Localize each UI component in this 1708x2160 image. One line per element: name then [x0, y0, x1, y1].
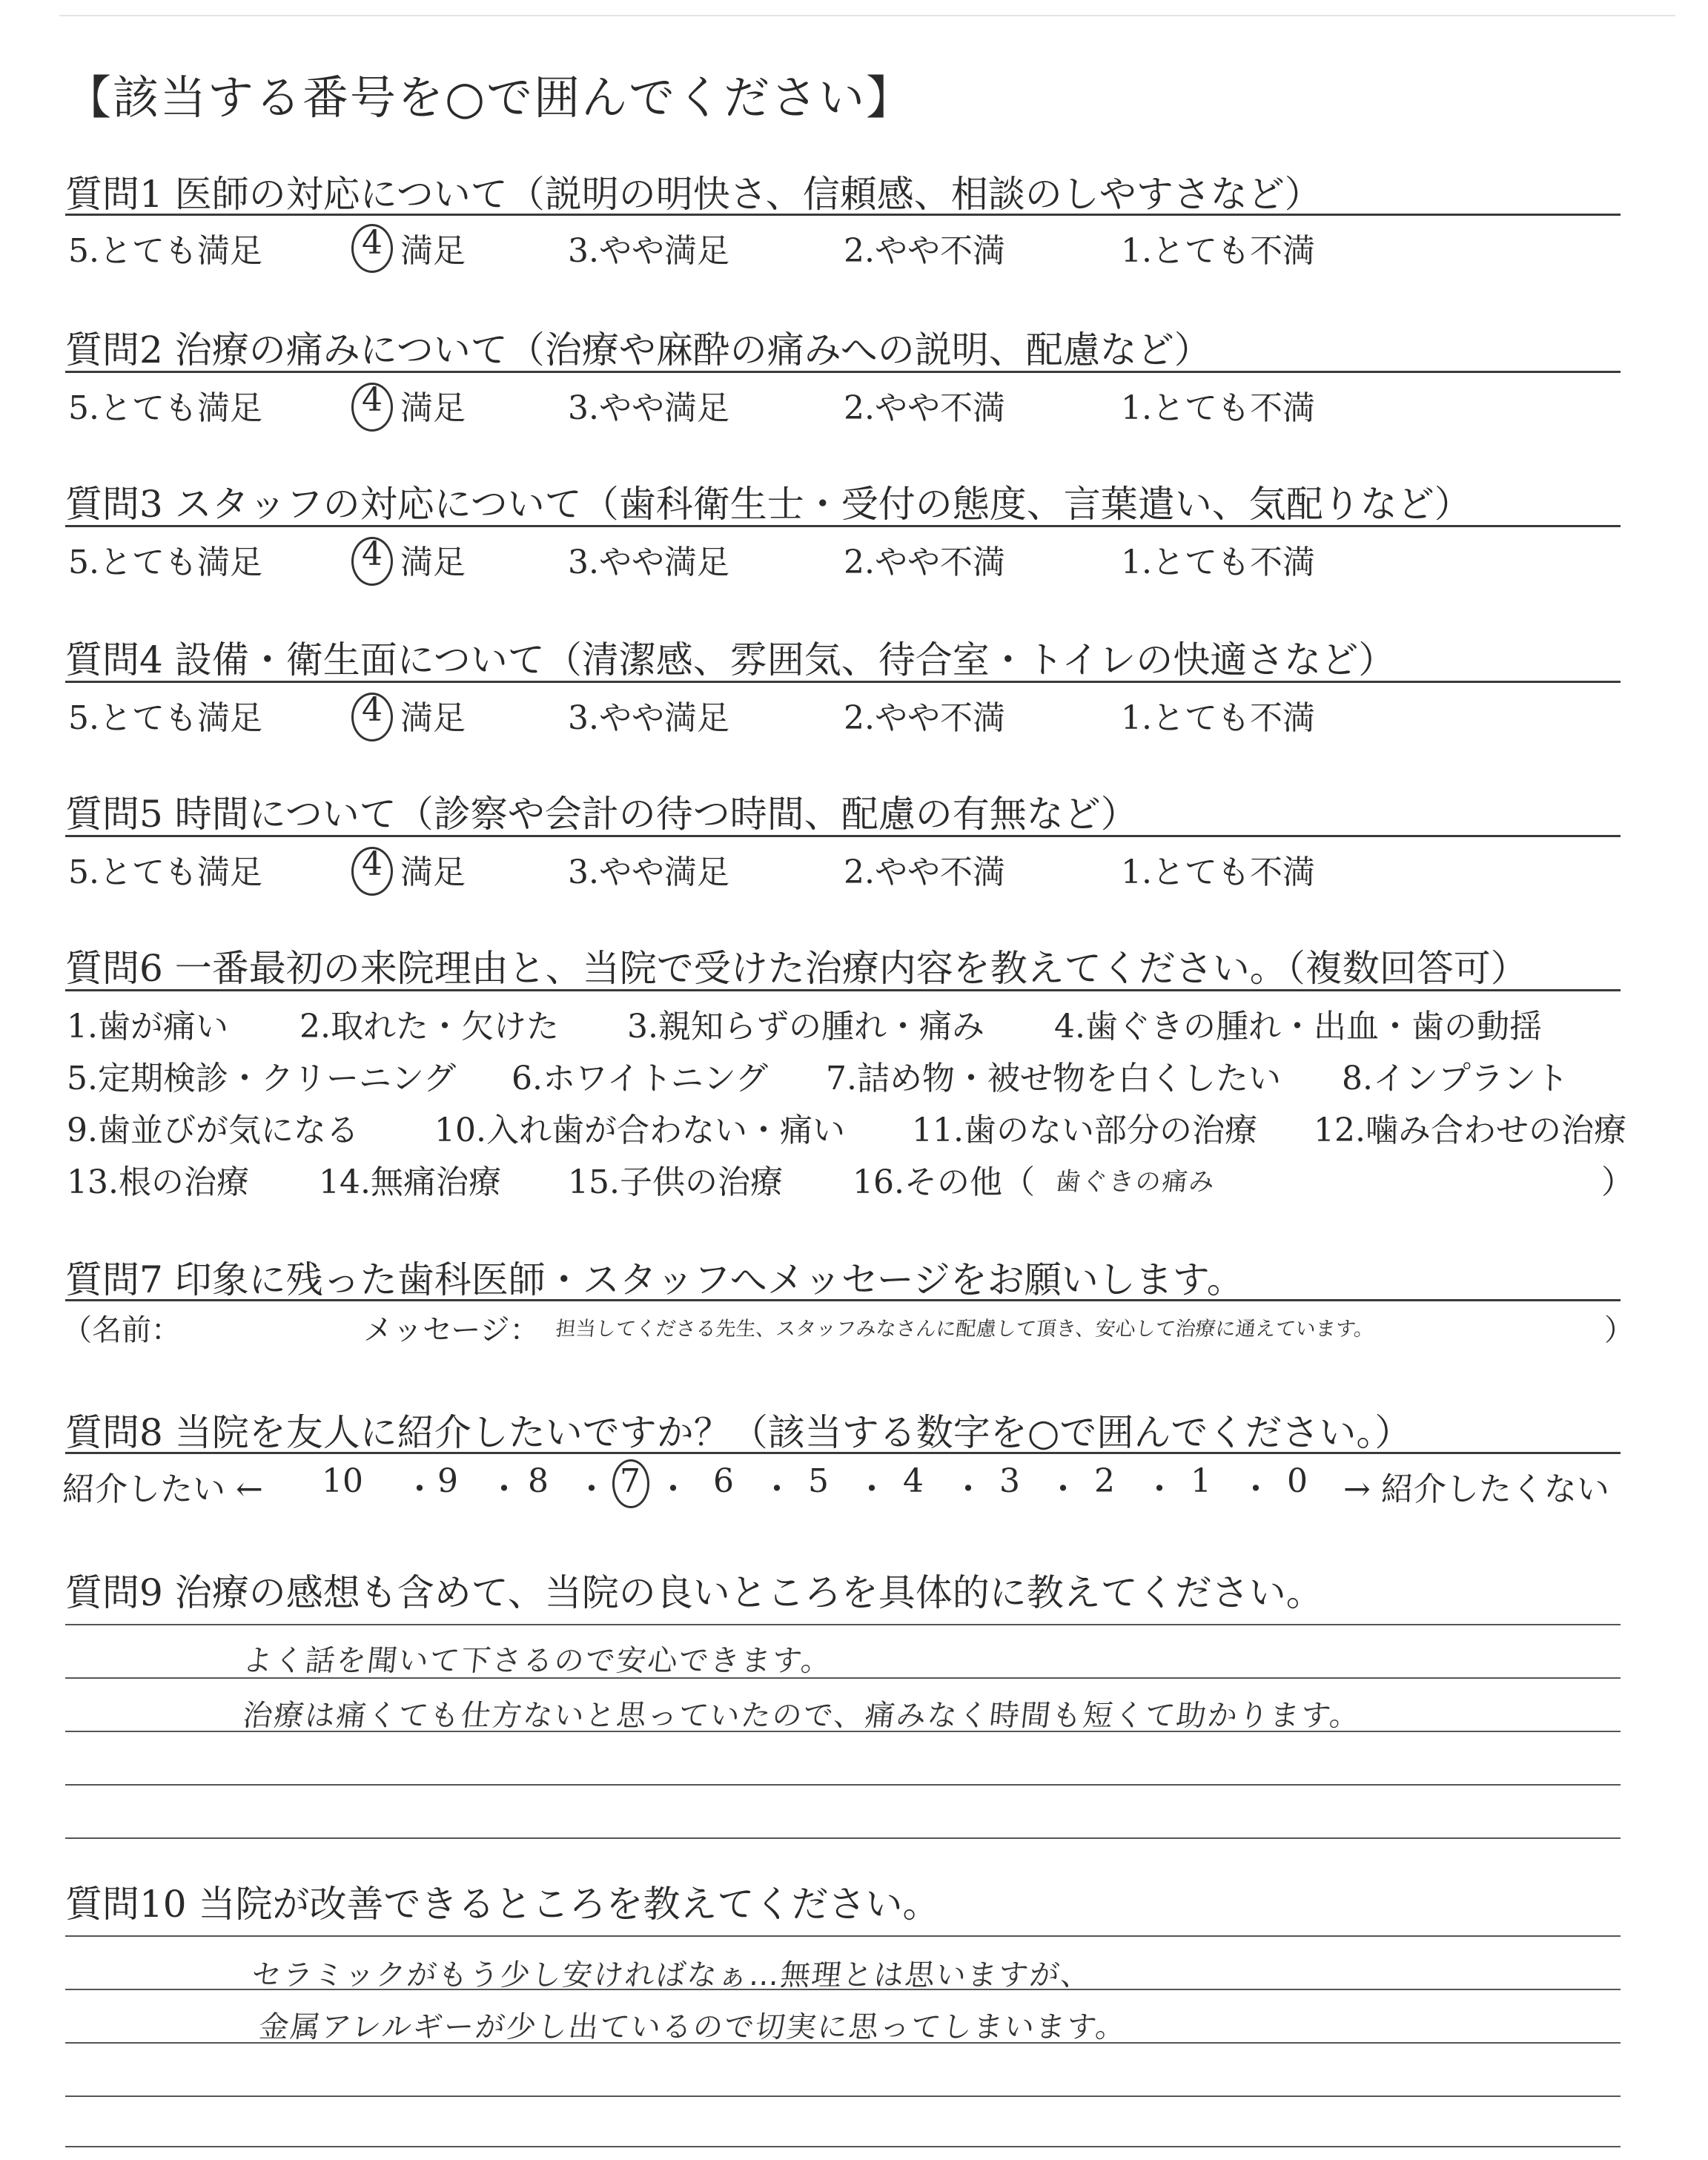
- question-2-label: 質問2 治療の痛みについて（治療や麻酔の痛みへの説明、配慮など）: [65, 328, 1211, 371]
- reason-option: 1.歯が痛い: [67, 1008, 228, 1046]
- option-4-number: 4: [362, 381, 383, 419]
- scale-dot: ・: [403, 1470, 436, 1508]
- question-3-rule: [65, 525, 1621, 527]
- option-4-number: 4: [362, 535, 383, 573]
- scale-dot: ・: [1047, 1470, 1079, 1508]
- question-5-rule: [65, 835, 1621, 837]
- question-10-label: 質問10 当院が改善できるところを教えてください。: [65, 1883, 940, 1926]
- option-4: 満足: [400, 232, 466, 270]
- reason-option: 15.子供の治療: [568, 1163, 783, 1201]
- option-4: 満足: [400, 853, 466, 891]
- scale-value: 8: [528, 1462, 549, 1500]
- option-4-number: 4: [362, 691, 383, 729]
- reason-option: 7.詰め物・被せ物を白くしたい: [826, 1060, 1281, 1097]
- q10-handwritten-line-1: セラミックがもう少し安ければなぁ…無理とは思いますが、: [250, 1958, 1094, 1992]
- scale-dot: ・: [952, 1470, 984, 1508]
- message-handwritten-answer: 担当してくださる先生、スタッフみなさんに配慮して頂き、安心して治療に通えています。: [555, 1318, 1376, 1341]
- option-5: 5.とても満足: [68, 699, 262, 737]
- question-7-rule: [65, 1299, 1621, 1301]
- answer-line: [65, 2095, 1621, 2097]
- form-title: 【該当する番号を○で囲んでください】: [65, 70, 914, 125]
- option-4: 満足: [400, 699, 466, 737]
- question-9-label: 質問9 治療の感想も含めて、当院の良いところを具体的に教えてください。: [65, 1571, 1323, 1614]
- scale-right-label: → 紹介したくない: [1343, 1470, 1609, 1508]
- option-1: 1.とても不満: [1121, 699, 1315, 737]
- scale-dot: ・: [1143, 1470, 1176, 1508]
- option-1: 1.とても不満: [1121, 544, 1315, 581]
- option-3: 3.やや満足: [568, 389, 729, 427]
- scale-value: 1: [1191, 1462, 1211, 1500]
- answer-line: [65, 1784, 1621, 1786]
- option-3: 3.やや満足: [568, 699, 729, 737]
- other-close-paren: ）: [1601, 1163, 1634, 1201]
- question-5-label: 質問5 時間について（診察や会計の待つ時間、配慮の有無など）: [65, 793, 1138, 836]
- question-3-label: 質問3 スタッフの対応について（歯科衛生士・受付の態度、言葉遣い、気配りなど）: [65, 483, 1472, 526]
- option-2: 2.やや不満: [844, 544, 1005, 581]
- other-handwritten-answer: 歯ぐきの痛み: [1053, 1167, 1217, 1197]
- option-1: 1.とても不満: [1121, 389, 1315, 427]
- scale-dot: ・: [657, 1470, 689, 1508]
- scale-value: 9: [437, 1462, 458, 1500]
- question-8-label: 質問8 当院を友人に紹介したいですか？（該当する数字を○で囲んでください。）: [65, 1411, 1412, 1454]
- reason-option: 9.歯並びが気になる: [67, 1112, 359, 1149]
- reason-option: 13.根の治療: [67, 1163, 249, 1201]
- option-3: 3.やや満足: [568, 853, 729, 891]
- reason-option: 12.噛み合わせの治療: [1314, 1112, 1626, 1149]
- question-1-label: 質問1 医師の対応について（説明の明快さ、信頼感、相談のしやすさなど）: [65, 173, 1322, 216]
- answer-line: [65, 1935, 1621, 1937]
- question-8-rule: [65, 1452, 1621, 1454]
- scale-dot: ・: [488, 1470, 520, 1508]
- option-5: 5.とても満足: [68, 544, 262, 581]
- option-5: 5.とても満足: [68, 853, 262, 891]
- message-close-paren: ）: [1604, 1313, 1634, 1347]
- reason-option: 2.取れた・欠けた: [299, 1008, 559, 1046]
- option-4-number: 4: [362, 224, 383, 262]
- scale-dot: ・: [761, 1470, 793, 1508]
- reason-option: 4.歯ぐきの腫れ・出血・歯の動揺: [1054, 1008, 1542, 1046]
- scale-dot: ・: [855, 1470, 888, 1508]
- reason-option: 3.親知らずの腫れ・痛み: [627, 1008, 984, 1046]
- reason-option: 6.ホワイトニング: [512, 1060, 769, 1097]
- question-6-rule: [65, 989, 1621, 991]
- scale-value: 5: [808, 1462, 829, 1500]
- option-2: 2.やや不満: [844, 853, 1005, 891]
- scale-dot: ・: [1239, 1470, 1272, 1508]
- scale-value: 3: [999, 1462, 1020, 1500]
- option-3: 3.やや満足: [568, 544, 729, 581]
- option-1: 1.とても不満: [1121, 232, 1315, 270]
- answer-line: [65, 1624, 1621, 1625]
- question-4-label: 質問4 設備・衛生面について（清潔感、雰囲気、待合室・トイレの快適さなど）: [65, 638, 1396, 681]
- reason-option: 14.無痛治療: [319, 1163, 501, 1201]
- option-4: 満足: [400, 389, 466, 427]
- scale-value: 4: [903, 1462, 924, 1500]
- scale-dot: ・: [575, 1470, 608, 1508]
- answer-line: [65, 2146, 1621, 2147]
- option-2: 2.やや不満: [844, 699, 1005, 737]
- scale-value: 2: [1094, 1462, 1115, 1500]
- reason-option: 5.定期検診・クリーニング: [67, 1060, 457, 1097]
- option-4-number: 4: [362, 845, 383, 883]
- question-7-label: 質問7 印象に残った歯科医師・スタッフへメッセージをお願いします。: [65, 1258, 1244, 1301]
- option-5: 5.とても満足: [68, 232, 262, 270]
- reason-option: 8.インプラント: [1342, 1060, 1569, 1097]
- option-2: 2.やや不満: [844, 389, 1005, 427]
- q9-handwritten-line-2: 治療は痛くても仕方ないと思っていたので、痛みなく時間も短くて助かります。: [241, 1699, 1363, 1733]
- question-6-label: 質問6 一番最初の来院理由と、当院で受けた治療内容を教えてください。（複数回答可）: [65, 947, 1528, 990]
- question-2-rule: [65, 371, 1621, 373]
- answer-line: [65, 1837, 1621, 1839]
- page-top-edge: [59, 15, 1675, 16]
- scale-value-selected: 7: [620, 1462, 640, 1500]
- option-4: 満足: [400, 544, 466, 581]
- option-5: 5.とても満足: [68, 389, 262, 427]
- scale-value: 10: [322, 1462, 363, 1500]
- message-label: メッセージ：: [363, 1313, 540, 1347]
- q9-handwritten-line-1: よく話を聞いて下さるので安心できます。: [241, 1644, 834, 1678]
- scale-value: 6: [713, 1462, 734, 1500]
- reason-option: 10.入れ歯が合わない・痛い: [434, 1112, 845, 1149]
- reason-option: 11.歯のない部分の治療: [912, 1112, 1257, 1149]
- scale-value: 0: [1287, 1462, 1308, 1500]
- reason-option-other: 16.その他（: [853, 1163, 1035, 1201]
- question-1-rule: [65, 214, 1621, 216]
- question-4-rule: [65, 681, 1621, 683]
- option-2: 2.やや不満: [844, 232, 1005, 270]
- scale-left-label: 紹介したい ←: [62, 1470, 263, 1508]
- q10-handwritten-line-2: 金属アレルギーが少し出ているので切実に思ってしまいます。: [257, 2010, 1129, 2044]
- option-1: 1.とても不満: [1121, 853, 1315, 891]
- name-label: （名前：: [62, 1313, 181, 1347]
- option-3: 3.やや満足: [568, 232, 729, 270]
